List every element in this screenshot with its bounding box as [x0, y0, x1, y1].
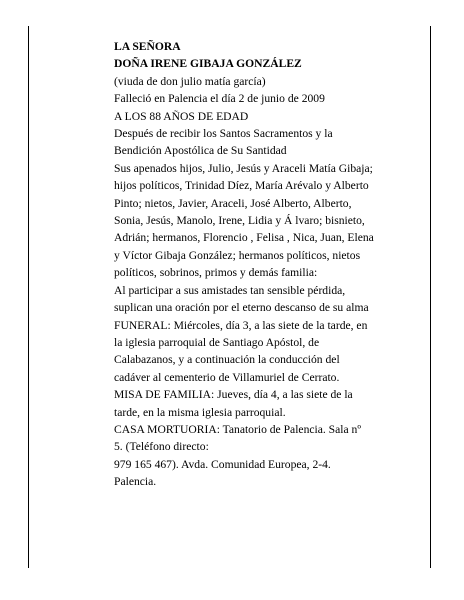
death-line: Falleció en Palencia el día 2 de junio de 2009 — [114, 92, 325, 106]
prayer-request-paragraph: Al participar a sus amistades tan sensible pérdida, suplican una oración por el eterno descanso de su alma — [114, 283, 369, 315]
sacraments-paragraph: Después de recibir los Santos Sacramentos y la Bendición Apostólica de Su Santidad — [114, 127, 333, 158]
widow-of-line: (viuda de don julio matía garcía) — [114, 74, 266, 88]
obituary-notice — [114, 38, 414, 491]
family-paragraph: Sus apenados hijos, Julio, Jesús y Araceli Matía Gibaja; hijos políticos, Trinidad Díez, María Arévalo y Alberto Pinto; nietos, Javier, Araceli, José Alberto, Alberto, Sonia, Jesús, Manolo, Irene, Lidia y Á lvaro; bisnieto, Adrián; hermanos, Florencio , Felisa , Nica, Juan, Elena y Víctor Gibaja González; hermanos políticos, nietos políticos, sobrinos, primos y demás familia: — [114, 161, 374, 280]
mortuary-line-2: 979 165 467). Avda. Comunidad Europea, 2-4. Palencia. — [114, 457, 331, 489]
right-border-line — [430, 26, 431, 568]
age-line: A LOS 88 AÑOS DE EDAD — [114, 109, 249, 123]
left-border-line — [28, 26, 29, 568]
title-line-1: LA SEÑORA — [114, 40, 181, 53]
funeral-paragraph: FUNERAL: Miércoles, día 3, a las siete de la tarde, en la iglesia parroquial de Santiago Apóstol, de Calabazanos, y a continuación la conducción del cadáver al cementerio de Villamuriel de Cerrato. — [114, 318, 368, 384]
title-line-2: DOÑA IRENE GIBAJA GONZÁLEZ — [114, 57, 302, 71]
mortuary-line-1: CASA MORTUORIA: Tanatorio de Palencia. Sala nº 5. (Teléfono directo: — [114, 422, 361, 454]
family-mass-paragraph: MISA DE FAMILIA: Jueves, día 4, a las siete de la tarde, en la misma iglesia parroquial. — [114, 388, 353, 419]
